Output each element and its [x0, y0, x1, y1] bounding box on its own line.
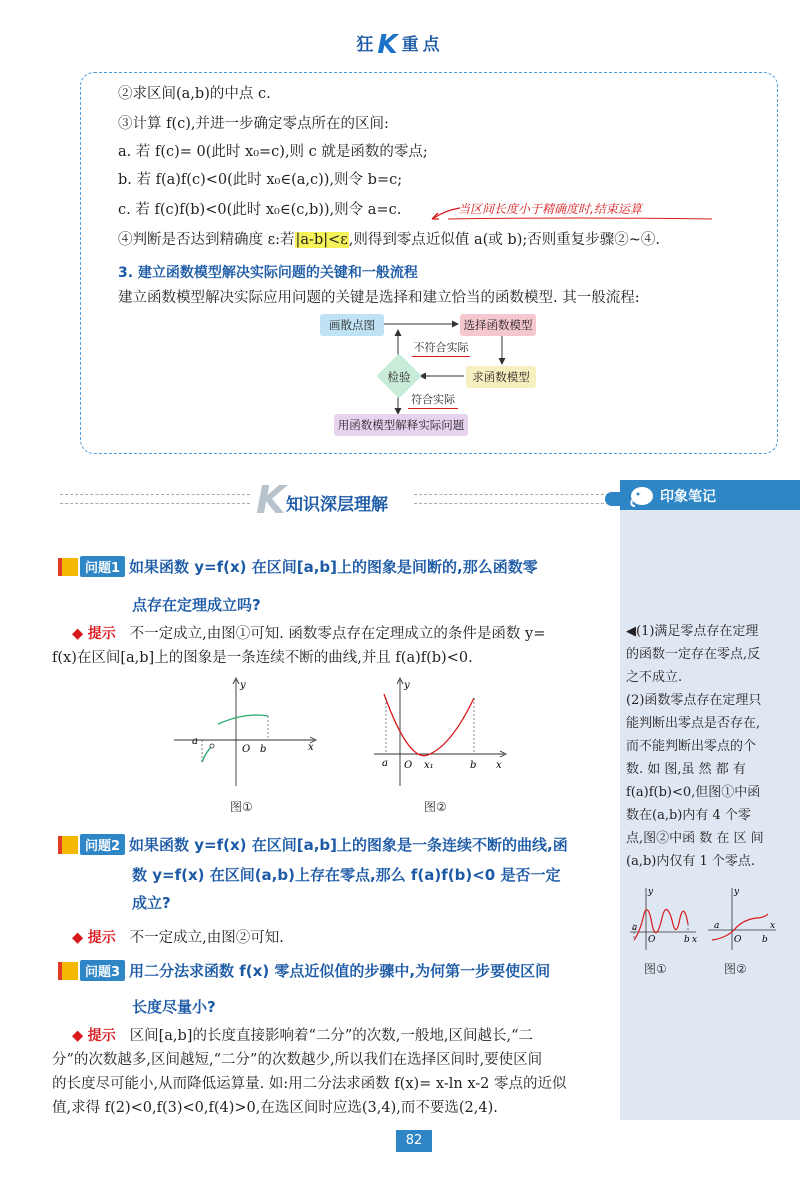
step-3: ③计算 f(c),并进一步确定零点所在的区间:	[118, 116, 389, 132]
svg-text:y: y	[404, 680, 410, 691]
sidebar-fig1-caption: 图①	[644, 962, 667, 976]
svg-text:b: b	[762, 935, 768, 945]
svg-text:O: O	[404, 760, 413, 771]
flow-scatter-plot: 画散点图	[320, 314, 384, 336]
question-1-heading: 问题1 如果函数 y=f(x) 在区间[a,b]上的图象是间断的,那么函数零	[58, 556, 538, 577]
flow-check: 检验	[387, 370, 411, 384]
svg-text:O: O	[734, 935, 742, 945]
fig1-caption: 图①	[230, 800, 253, 814]
svg-text:O: O	[242, 744, 251, 755]
q3-answer-line4: 值,求得 f(2)<0,f(3)<0,f(4)>0,在选区间时应选(3,4),而不要选(2,4).	[52, 1100, 498, 1116]
annotation-underline	[446, 216, 716, 222]
svg-text:x: x	[496, 760, 502, 771]
fit-underline	[408, 408, 458, 409]
svg-text:b: b	[260, 744, 267, 755]
question-3-tag: 问题3	[80, 960, 125, 981]
svg-text:x₁: x₁	[424, 760, 434, 771]
q1-tip-label: 提示	[87, 626, 116, 642]
q3-answer-line3: 的长度尽可能小,从而降低运算量. 如:用二分法求函数 f(x)= x-ln x-2 零点的近似	[52, 1076, 567, 1092]
tip-icon: ◆	[72, 930, 84, 946]
running-header	[0, 30, 800, 60]
notes-text: ◀(1)满足零点存在定理 的函数一定存在零点,反 之不成立. (2)函数零点存在定理只 能判断出零点是否存在, 而不能判断出零点的个 数. 如 图,虽 然 都 有 f(a)f(b)<0,但图①中函 数在(a,b)内有 4 个零 点,图②中函 数 在 区 间 (a,b)内仅有 1 个零点.	[626, 624, 764, 869]
question-2-tag: 问题2	[80, 834, 125, 855]
flow-not-fit-label: 不符合实际	[413, 341, 469, 354]
svg-text:a: a	[192, 736, 198, 747]
elephant-icon	[628, 482, 656, 508]
svg-text:O: O	[648, 935, 656, 945]
header-text: 狂	[356, 35, 378, 55]
question-3-heading: 问题3 用二分法求函数 f(x) 零点近似值的步骤中,为何第一步要使区间	[58, 960, 550, 981]
svg-text:b: b	[470, 760, 477, 771]
svg-text:y: y	[734, 887, 740, 897]
section-3-text: 建立函数模型解决实际应用问题的关键是选择和建立恰当的函数模型. 其一般流程:	[118, 290, 640, 306]
banner-title: 知识深层理解	[286, 495, 388, 515]
sidebar-fig2-caption: 图②	[724, 962, 747, 976]
svg-text:y: y	[240, 680, 246, 691]
svg-text:b: b	[684, 935, 690, 945]
question-2-heading-3: 成立?	[132, 894, 171, 912]
flow-fit-label: 符合实际	[411, 393, 455, 406]
page-number: 82	[396, 1130, 432, 1152]
book-icon	[58, 836, 78, 854]
header-k-logo: K	[377, 30, 402, 60]
question-2-heading-2: 数 y=f(x) 在区间(a,b)上存在零点,那么 f(a)f(b)<0 是否一定	[132, 866, 561, 884]
svg-text:a: a	[714, 921, 720, 931]
step-3b: b. 若 f(a)f(c)<0(此时 x₀∈(a,c)),则令 b=c;	[118, 172, 403, 188]
step-3a: a. 若 f(c)= 0(此时 x₀=c),则 c 就是函数的零点;	[118, 144, 428, 160]
question-1-heading-2: 点存在定理成立吗?	[132, 596, 261, 614]
graph-figure-2	[370, 674, 510, 794]
flow-apply-model: 用函数模型解释实际问题	[334, 414, 468, 436]
notes-sidebar-title: 印象笔记	[660, 489, 716, 505]
question-2-heading: 问题2 如果函数 y=f(x) 在区间[a,b]上的图象是一条连续不断的曲线,函	[58, 834, 568, 855]
book-icon	[58, 558, 78, 576]
q2-tip-label: 提示	[87, 930, 116, 946]
handwritten-annotation: 当区间长度小于精确度时,结束运算	[458, 202, 642, 216]
svg-text:y: y	[648, 887, 654, 897]
step-3c: c. 若 f(c)f(b)<0(此时 x₀∈(c,b)),则令 a=c.	[118, 202, 402, 218]
not-fit-underline	[412, 356, 470, 357]
banner-rule-right	[414, 494, 614, 504]
q2-answer: ◆ 提示 不一定成立,由图②可知.	[72, 930, 284, 946]
svg-text:x: x	[692, 935, 698, 945]
q3-tip-label: 提示	[87, 1028, 116, 1044]
tip-icon: ◆	[72, 626, 84, 642]
header-text-2: 重点	[401, 35, 444, 55]
step-2: ②求区间(a,b)的中点 c.	[118, 86, 271, 102]
svg-text:x: x	[770, 921, 776, 931]
book-icon	[58, 962, 78, 980]
question-1-tag: 问题1	[80, 556, 125, 577]
svg-text:a: a	[382, 758, 388, 769]
section-3-title: 3. 建立函数模型解决实际问题的关键和一般流程	[118, 265, 418, 281]
fig2-caption: 图②	[424, 800, 447, 814]
graph-figure-1	[170, 674, 320, 794]
flow-select-model: 选择函数模型	[460, 314, 536, 336]
question-3-heading-2: 长度尽量小?	[132, 998, 216, 1016]
highlighted-condition: |a-b|<ε	[295, 232, 348, 248]
svg-text:a: a	[632, 923, 638, 933]
sidebar-graph-1	[628, 884, 698, 954]
q1-answer-line2: f(x)在区间[a,b]上的图象是一条连续不断的曲线,并且 f(a)f(b)<0.	[52, 650, 473, 666]
q3-answer-line1: ◆ 提示 区间[a,b]的长度直接影响着“二分”的次数,一般地,区间越长,“二	[72, 1028, 534, 1044]
tip-icon: ◆	[72, 1028, 84, 1044]
svg-text:x: x	[308, 742, 314, 753]
flow-solve-model: 求函数模型	[466, 366, 536, 388]
banner-rule-left	[60, 494, 250, 504]
q1-answer-line1: ◆ 提示 不一定成立,由图①可知. 函数零点存在定理成立的条件是函数 y=	[72, 626, 546, 642]
step-4: ④判断是否达到精确度 ε:若|a-b|<ε,则得到零点近似值 a(或 b);否则重复步骤②~④.	[118, 232, 660, 248]
sidebar-tab	[605, 492, 621, 506]
q3-answer-line2: 分”的次数越多,区间越短,“二分”的次数越少,所以我们在选择区间时,要使区间	[52, 1052, 543, 1068]
sidebar-graph-2	[706, 884, 778, 954]
banner-k-logo: K	[256, 478, 286, 522]
